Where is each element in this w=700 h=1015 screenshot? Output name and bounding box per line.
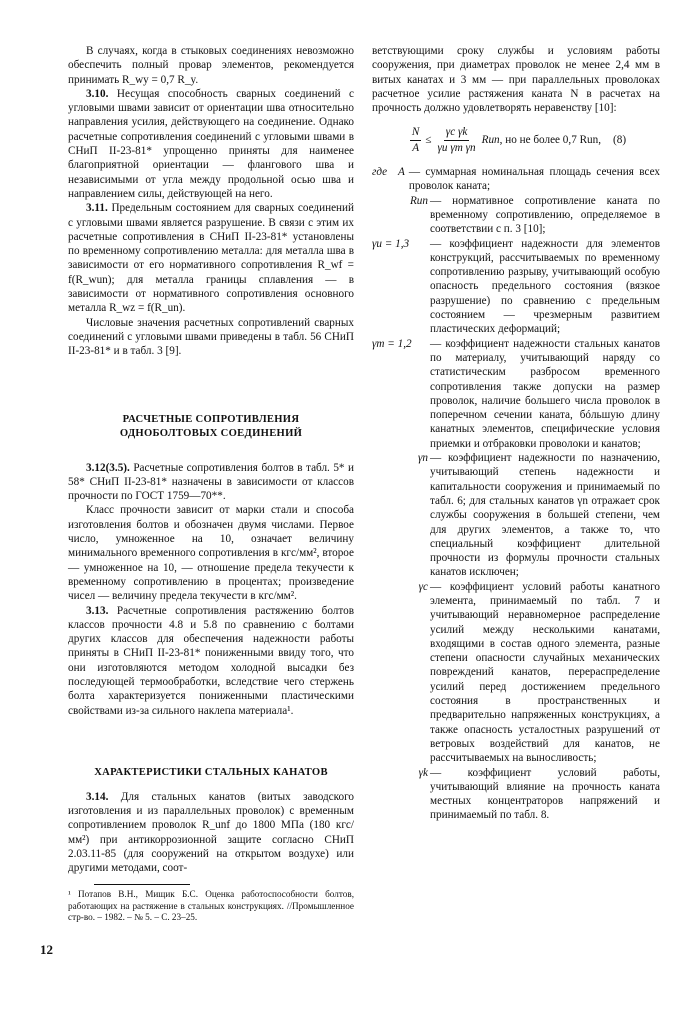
section-text: Расчетные сопротивления болтов в табл. 5* и 58* СНиП II-23-81* назначены в зависимости от классов прочности по ГОСТ 1759—70**. — [68, 461, 354, 503]
definition-item — [372, 165, 660, 194]
definition-item — [372, 766, 660, 823]
definition-symbol: Run — [409, 194, 428, 207]
definition-symbol: γk — [418, 766, 428, 779]
definition-text: — коэффициент надежности для элементов конструкций, рассчитываемых по временному сопротивлению разрыву, учитывающий особую опасность предельного состояния (вязкое разрушение) по сравнению с предельным состоянием — чрезмерным развитием пластических деформаций; — [430, 237, 660, 336]
section-3-11 — [68, 201, 354, 315]
definition-item — [372, 580, 660, 766]
formula-numerator: γc γk — [444, 125, 470, 140]
section-text: Для стальных канатов (витых заводского изготовления и из параллельных проволок) с временным сопротивлением проволок R_unf до 1800 МПа (180 кгс/мм²) при антикоррозионной защите согласно СНиП 2.03.11-85 (для сооружений на открытом воздухе) или другими методами, соот- — [68, 790, 354, 875]
formula-8 — [372, 125, 660, 155]
definition-item — [372, 337, 660, 451]
section-3-11-cont: Числовые значения расчетных сопротивлений сварных соединений с угловыми швами приведены в табл. 56 СНиП II-23-81* и в табл. 3 [9]. — [68, 316, 354, 358]
section-text: Предельным состоянием для сварных соединений с угловыми швами является разрушение. В связи с этим их расчетные сопротивления в СНиП II-23-81* установлены по временному сопротивлению металла: для металла шва в зависимости от его нормативного сопротивления R_wf = f(R_wun); для металла границы сплавления — в зависимости от нормативного сопротивления основного металла R_wz = f(R_un). — [68, 202, 354, 315]
section-heading-bolts-line1: РАСЧЕТНЫЕ СОПРОТИВЛЕНИЯ — [122, 413, 300, 425]
definition-symbol: A — [398, 166, 405, 179]
section-heading-bolts-line2: ОДНОБОЛТОВЫХ СОЕДИНЕНИЙ — [119, 427, 303, 439]
definition-text: — коэффициент надежности стальных канатов по материалу, учитывающий наряду со статистическим разбросом временного сопротивления также допуски на размер проволок, наличие большего числа проволок в поперечном сечении каната, бóльшую длину канатных элементов, специфические условия приемки и отбраковки проволоки и канатов; — [430, 337, 660, 450]
formula-denominator: A — [412, 141, 420, 154]
continuation-paragraph: ветствующими сроку службы и условиям работы сооружения, при диаметрах проволок не менее 2,4 мм в витых канатах и 3 мм — при параллельных проволоках расчетное усилие растяжения каната N в расчетах на прочность должно удовлетворять неравенству [10]: — [372, 45, 660, 115]
definition-item — [372, 237, 660, 337]
left-column — [68, 44, 354, 876]
definitions-list — [372, 165, 660, 823]
formula-rhs-fraction — [436, 125, 478, 155]
definition-text: — суммарная номинальная площадь сечения всех проволок каната; — [408, 166, 660, 193]
section-3-13 — [68, 604, 354, 718]
definition-text: — нормативное сопротивление каната по временному сопротивлению, определяемое в соответствии с п. 3 [10]; — [430, 194, 660, 236]
formula-lhs-fraction — [410, 125, 421, 155]
formula-number: (8) — [613, 134, 627, 147]
section-number: 3.10. — [86, 87, 109, 100]
footnote-text: ¹ Потапов В.Н., Мищик Б.С. Оценка работоспособности болтов, работающих на растяжение в стальных конструкциях. //Промышленное стр-во. – 1982. – № 5. – С. 23–25. — [68, 889, 354, 923]
footnote-divider — [94, 884, 190, 885]
definition-text: — коэффициент надежности по назначению, учитывающий степень надежности и капитальности сооружения и принимаемый по табл. 6; для стальных канатов γn отражает срок службы сооружения в большей степени, чем для других элементов, а также то, что специальный коэффициент длительной прочности из формулы прочности стальных канатов исключен; — [430, 452, 660, 579]
section-number: 3.12(3.5). — [86, 461, 130, 474]
section-number: 3.14. — [86, 790, 109, 803]
where-label: где — [372, 166, 388, 179]
definition-symbol: γn — [417, 452, 428, 465]
formula-numerator: N — [410, 125, 421, 140]
definition-item — [372, 451, 660, 580]
section-3-10 — [68, 87, 354, 201]
right-column — [372, 44, 660, 823]
definition-symbol: γm = 1,2 — [372, 337, 412, 350]
definition-symbol: γc — [418, 580, 428, 593]
section-text: Расчетные сопротивления растяжению болтов классов прочности 4.8 и 5.8 по сравнению с болтами других классов для обеспечения надежности работы приняты в СНиП II-23-81* пониженными ввиду того, что они изготовляются методом холодной высадки без последующей термообработки, вследствие чего стержень болта характеризуется пониженными пластическими свойствами из-за сильного наклепа материала¹. — [68, 604, 355, 717]
intro-paragraph: В случаях, когда в стыковых соединениях невозможно обеспечить полный провар элементов, рекомендуется принимать R_wy = 0,7 R_y. — [68, 45, 354, 86]
section-text: Несущая способность сварных соединений с угловыми швами зависит от ориентации шва относительно направления усилия, действующего на соединение. Однако расчетные сопротивления соединений с угловыми швами в СНиП II-23-81* упрощенно приняты для наименее благоприятной ориентации — флангового шва и независимыми от угла между продольной осью шва и направлением силы, действующей на него. — [68, 87, 355, 200]
definition-text: — коэффициент условий работы канатного элемента, принимаемый по табл. 7 и учитывающий неравномерное распределение усилий между несколькими канатами, входящими в состав одного элемента, разные степени опасности случайных механических повреждений канатов, перераспределение усилий перед достижением предельного состояния в пространственных и предварительно напряженных конструкциях, а также опасность усталостных разрушений от ветровых воздействий для канатов, не рассчитываемых на выносливость; — [430, 580, 660, 765]
page-number: 12 — [40, 942, 53, 957]
section-number: 3.11. — [86, 202, 108, 215]
definition-text: — коэффициент условий работы, учитывающий влияние на прочность каната местных концентраторов напряжений и принимаемый по табл. 8. — [430, 766, 660, 822]
section-number: 3.13. — [86, 604, 109, 617]
footnote — [68, 884, 354, 924]
section-3-12-cont: Класс прочности зависит от марки стали и способа изготовления болтов и обозначен двумя числами. Первое число, умноженное на 10, означает величину минимального временного сопротивления в кгс/мм², второе — умноженное на 10, — отношение предела текучести к временному сопротивлению в процентах; произведение чисел — величину предела текучести в кгс/мм². — [68, 504, 354, 603]
definition-symbol: γu = 1,3 — [372, 237, 410, 250]
formula-denominator: γu γm γn — [437, 141, 476, 154]
section-3-14 — [68, 790, 354, 876]
formula-relation: ≤ — [425, 134, 432, 147]
formula-factor: Run — [481, 134, 500, 147]
section-3-12 — [68, 461, 354, 504]
definition-item — [372, 194, 660, 237]
formula-tail: , но не более 0,7 Run, — [499, 134, 602, 147]
section-heading-ropes: ХАРАКТЕРИСТИКИ СТАЛЬНЫХ КАНАТОВ — [94, 766, 328, 778]
